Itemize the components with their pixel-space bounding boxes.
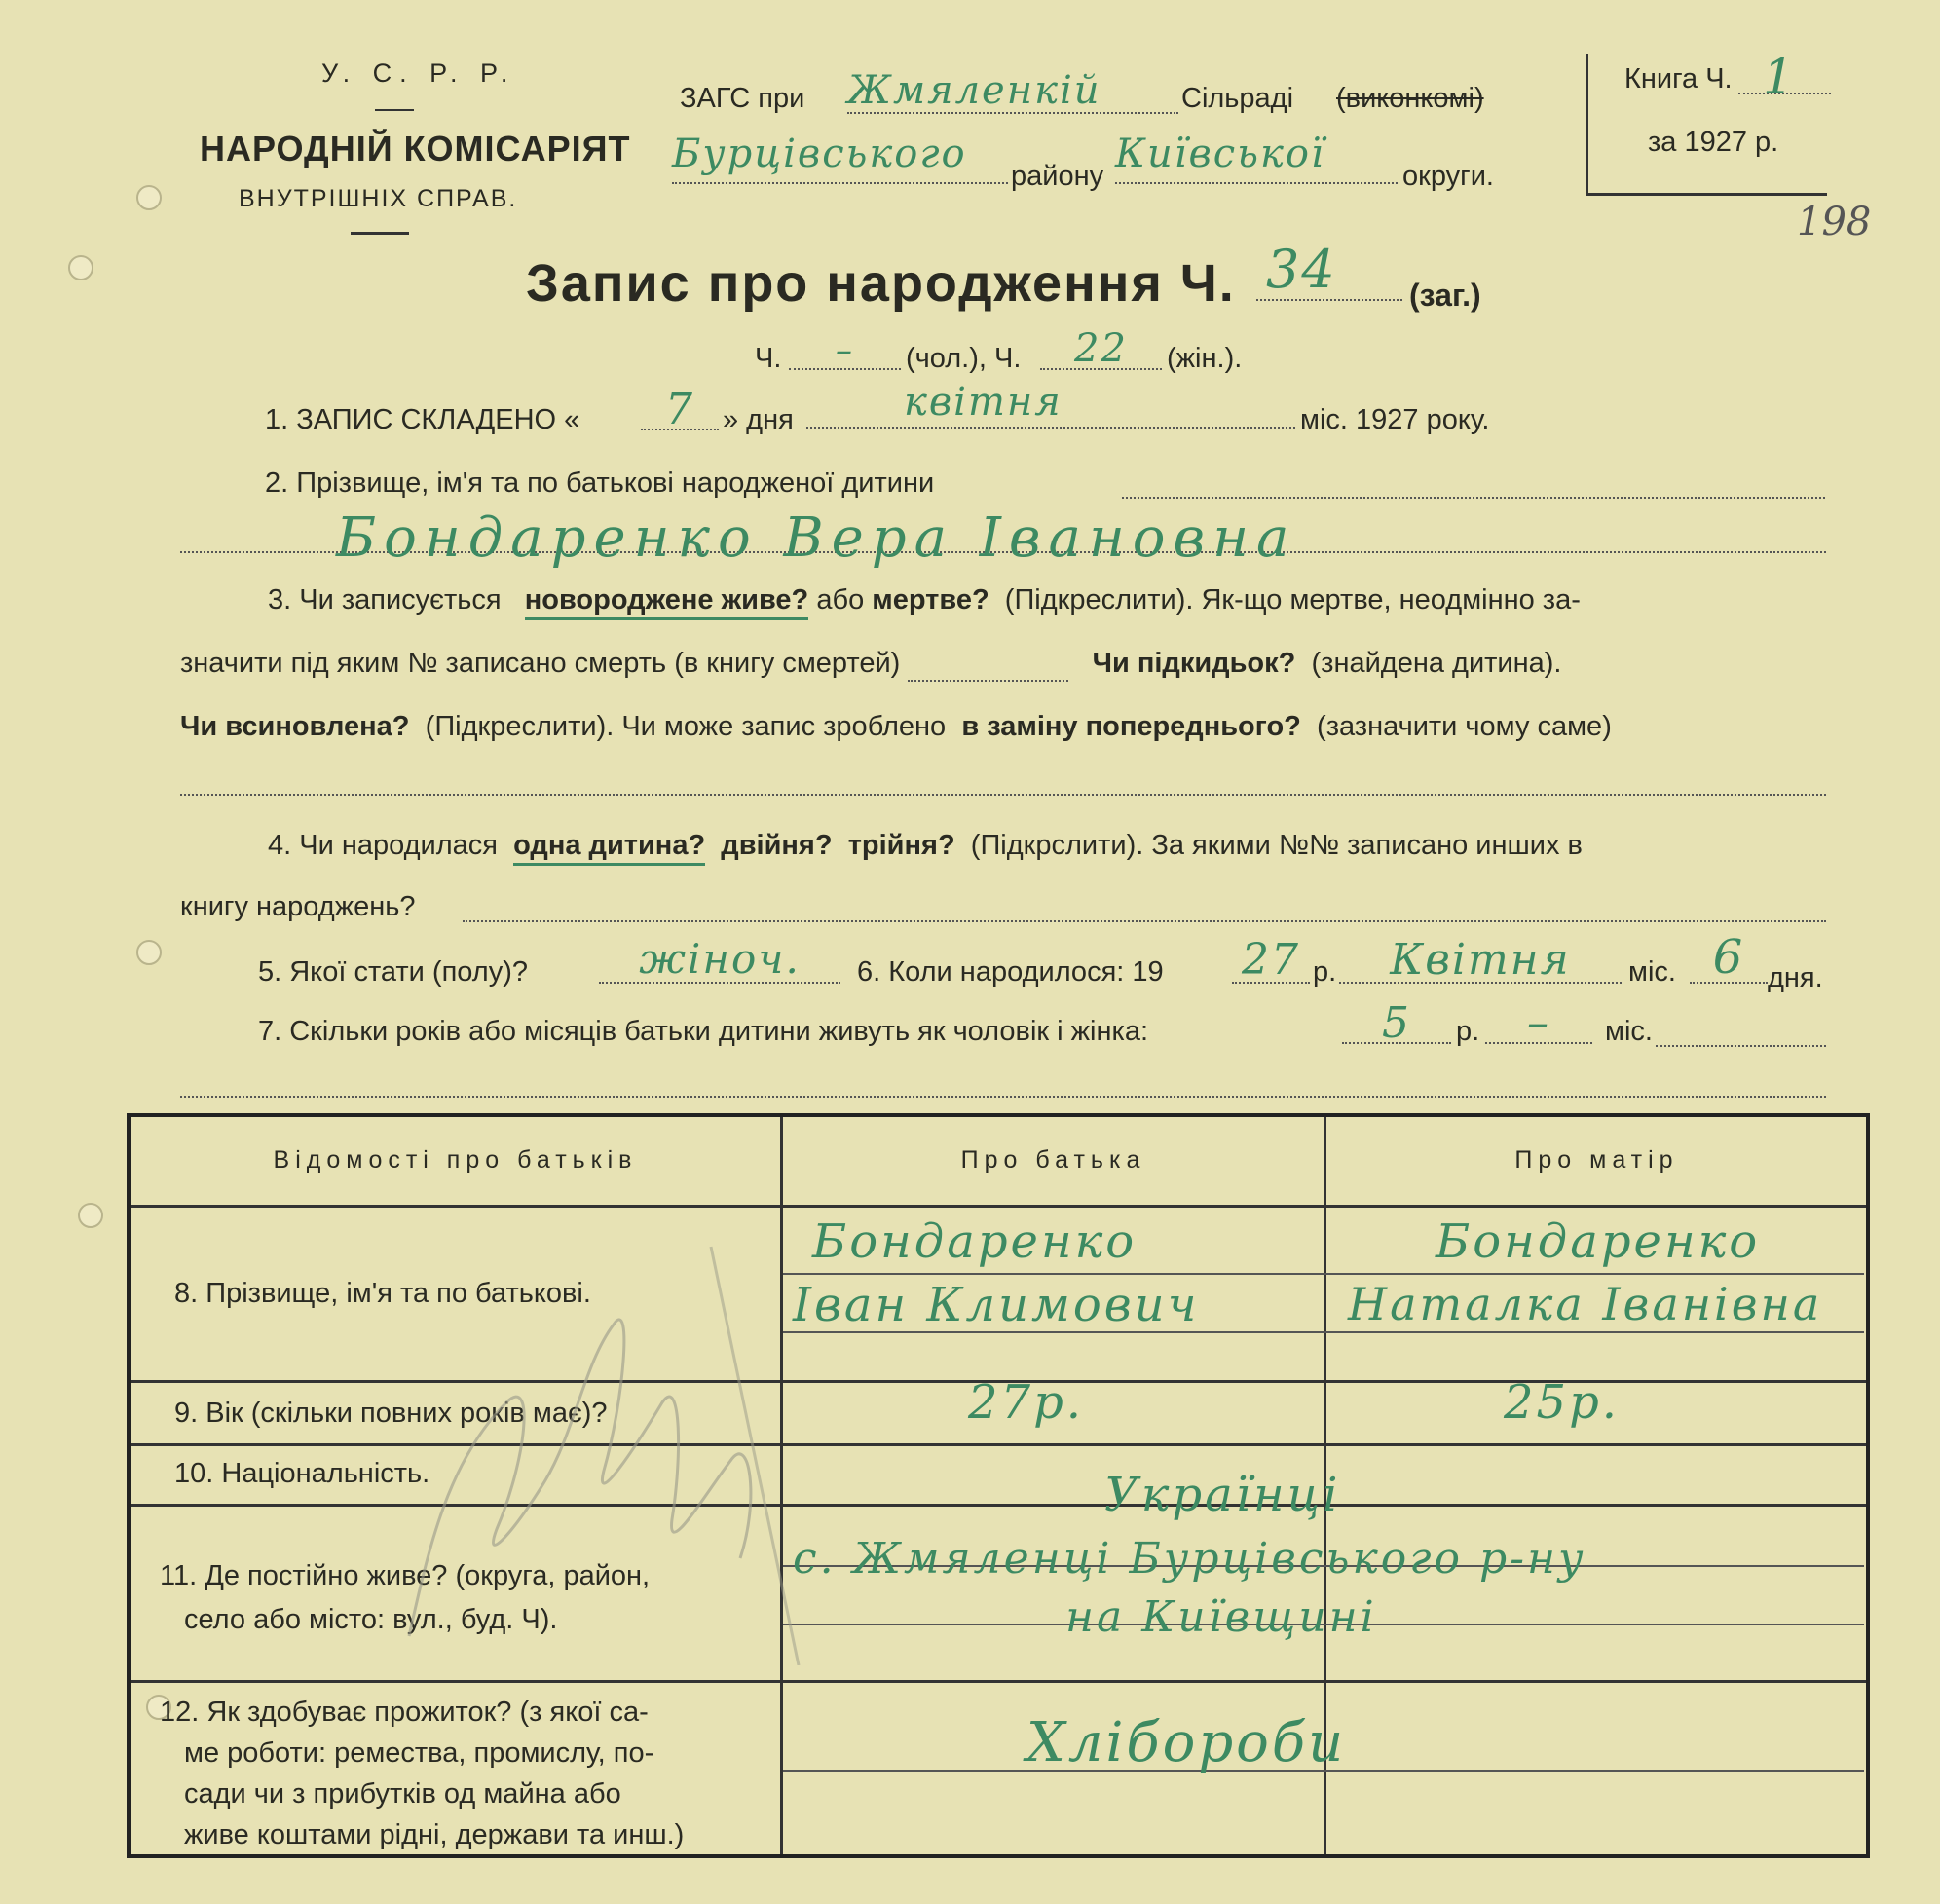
field7-dotline2 [180, 1076, 1826, 1098]
occupation: Хлібороби [1026, 1711, 1347, 1774]
document-title: Запис про народження Ч. [526, 254, 1236, 313]
field3-text2 [180, 648, 1562, 682]
record-number-field [1256, 239, 1402, 301]
executive-label: (виконкомі) [1336, 83, 1484, 114]
district-value: Бурцівського [672, 131, 967, 176]
row11-label-2: село або місто: вул., буд. Ч). [184, 1604, 558, 1635]
nationality: Українці [1104, 1468, 1341, 1522]
divider [351, 232, 409, 235]
punch-hole [136, 940, 162, 965]
male-number-suffix: (чол.), Ч. [906, 343, 1022, 374]
punch-hole [136, 185, 162, 210]
department-label: ВНУТРІШНІХ СПРАВ. [239, 185, 518, 212]
punch-hole [68, 255, 93, 280]
residence-line-1: с. Жмяленці Бурцівського р-ну [793, 1534, 1586, 1584]
field3-or: або [816, 584, 865, 616]
row12-label-2: ме роботи: ремества, промислу, по- [184, 1737, 654, 1769]
parents-table [127, 1113, 1870, 1858]
sex-field [599, 935, 840, 984]
commissariat-title: НАРОДНІЙ КОМІСАРІЯТ [200, 129, 631, 168]
male-number-field [789, 331, 901, 370]
birth-month-field [1339, 935, 1622, 984]
row12-label-3: сади чи з прибутків од майна або [184, 1778, 621, 1810]
field3-f: (зазначити чому саме) [1317, 711, 1612, 742]
zags-prefix: ЗАГС при [680, 83, 805, 114]
header-father: Про батька [960, 1146, 1146, 1174]
year-label: за 1927 р. [1648, 127, 1779, 158]
zags-place-field [847, 68, 1178, 114]
field1-prefix: 1. ЗАПИС СКЛАДЕНО « [265, 404, 580, 435]
row9-label: 9. Вік (скільки повних років має)? [174, 1398, 608, 1429]
record-month-value: квітня [904, 380, 1063, 425]
option-twins: двійня? [721, 830, 833, 861]
header-mother: Про матір [1514, 1146, 1679, 1174]
row12-label-4: живе коштами рідні, держави та инш.) [184, 1819, 685, 1850]
field3-b: (Підкреслити). Як-що мертве, неодмінно за- [1004, 584, 1581, 616]
mother-name: Наталка Іванівна [1348, 1278, 1823, 1330]
field6-r: р. [1313, 956, 1337, 988]
field3-d: (знайдена дитина). [1311, 648, 1562, 679]
field6-mis: міс. [1628, 956, 1676, 988]
field4-b: (Підкрслити). За якими №№ записано инших в [970, 830, 1583, 861]
option-dead: мертве? [872, 584, 989, 616]
field4-text [268, 830, 1583, 862]
zags-place-value: Жмяленкій [847, 68, 1101, 113]
option-adopted: Чи всиновлена? [180, 711, 410, 742]
book-number-field [1738, 49, 1831, 105]
page-number: 198 [1797, 200, 1872, 244]
field6-dnya: дня. [1768, 962, 1823, 993]
female-number-field [1040, 326, 1162, 370]
header-info: Відомості про батьків [273, 1146, 638, 1174]
field1-suffix: міс. 1927 року. [1300, 404, 1490, 435]
option-replacement: в заміну попереднього? [961, 711, 1301, 742]
field6-label: 6. Коли народилося: 19 [857, 956, 1164, 988]
divider [375, 109, 414, 111]
child-name-field [180, 506, 1826, 570]
record-month-field [806, 380, 1295, 429]
book-number-value: 1 [1763, 49, 1796, 105]
mother-surname: Бондаренко [1436, 1214, 1761, 1269]
months-field [1485, 998, 1592, 1048]
republic-label: У. С. Р. Р. [321, 58, 516, 88]
book-label: Книга Ч. [1624, 63, 1733, 94]
field3-text [268, 584, 1581, 616]
district-label: району [1011, 161, 1104, 192]
birth-year-field [1232, 935, 1310, 984]
field3-a: 3. Чи записується [268, 584, 502, 616]
row8-label: 8. Прізвище, ім'я та по батькові. [174, 1278, 591, 1309]
father-age: 27р. [968, 1375, 1085, 1430]
father-surname: Бондаренко [812, 1214, 1138, 1269]
birth-day-value: 6 [1712, 930, 1745, 985]
okrug-field [1115, 131, 1398, 184]
district-field [672, 131, 1008, 184]
male-number-label: Ч. [755, 343, 782, 374]
field7-mis: міс. [1605, 1016, 1653, 1047]
field3-c: значити під яким № записано смерть (в книгу смертей) [180, 648, 901, 679]
row10-label: 10. Національність. [174, 1458, 430, 1489]
sub-line [783, 1273, 1864, 1275]
months-value: – [1527, 998, 1550, 1048]
field1-mid: » дня [723, 404, 794, 435]
record-day-value: 7 [665, 385, 694, 434]
father-name: Іван Климович [793, 1278, 1200, 1332]
field7-label: 7. Скільки років або місяців батьки дитини живуть як чоловік і жінка: [258, 1016, 1149, 1047]
field7-dotline [1656, 1016, 1826, 1047]
years-field [1342, 998, 1451, 1048]
birth-month-value: Квітня [1390, 935, 1571, 985]
okrug-label: округи. [1402, 161, 1494, 192]
field5-label: 5. Якої стати (полу)? [258, 956, 528, 988]
child-name-value: Бондаренко Вера Івановна [336, 506, 1297, 570]
birth-year-value: 27 [1242, 935, 1300, 985]
residence-line-2: на Київщині [1065, 1592, 1377, 1642]
okrug-value: Київської [1115, 131, 1325, 176]
female-number-value: 22 [1074, 326, 1128, 371]
record-number-value: 34 [1266, 239, 1337, 300]
mother-age: 25р. [1504, 1375, 1621, 1430]
record-day-field [641, 385, 719, 434]
years-value: 5 [1382, 998, 1411, 1048]
field4-a: 4. Чи народилася [268, 830, 498, 861]
death-number-field [908, 648, 1068, 682]
punch-hole [78, 1203, 103, 1228]
council-label: Сільраді [1181, 83, 1294, 114]
option-foundling: Чи підкидьок? [1092, 648, 1296, 679]
field4-dotline [463, 891, 1826, 922]
field4-c: книгу народжень? [180, 891, 416, 922]
field2-dotline [1122, 467, 1825, 499]
row-divider [131, 1680, 1866, 1683]
option-alive: новороджене живе? [525, 584, 809, 620]
field2-label: 2. Прізвище, ім'я та по батькові народженої дитини [265, 467, 935, 499]
option-triplets: трійня? [847, 830, 955, 861]
birth-day-field [1690, 930, 1768, 984]
male-number-value: – [836, 331, 854, 370]
field7-r: р. [1456, 1016, 1480, 1047]
row12-label-1: 12. Як здобуває прожиток? (з якої са- [160, 1697, 649, 1728]
field3-text3 [180, 711, 1612, 743]
sex-value: жіноч. [639, 935, 801, 983]
row11-label-1: 11. Де постійно живе? (округа, район, [160, 1560, 651, 1591]
female-number-suffix: (жін.). [1167, 343, 1243, 374]
field3-e: (Підкреслити). Чи може запис зроблено [425, 711, 947, 742]
field3-dotline [180, 774, 1826, 796]
pencil-annotation [390, 1208, 877, 1665]
title-suffix: (заг.) [1409, 278, 1481, 313]
option-single: одна дитина? [513, 830, 705, 866]
